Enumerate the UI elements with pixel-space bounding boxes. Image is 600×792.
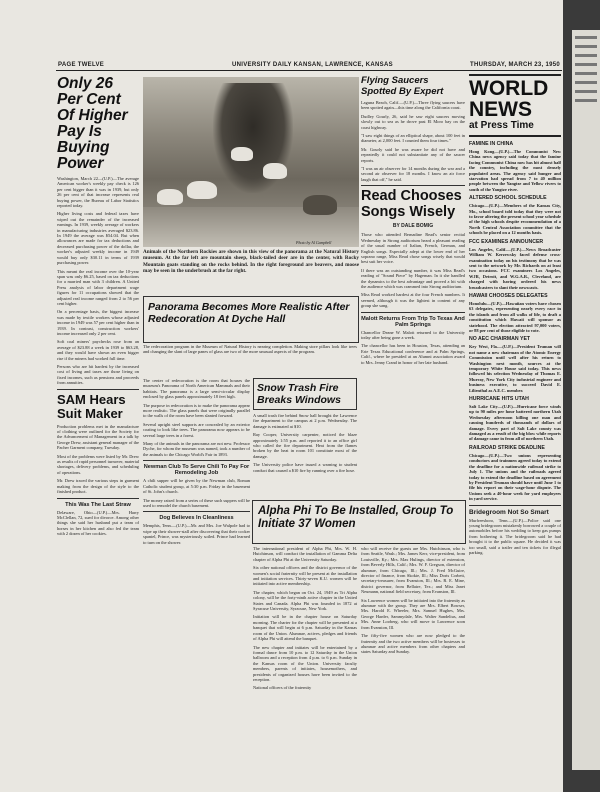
section-title: ALTERED SCHOOL SCHEDULE: [469, 195, 547, 202]
goat-figure: [231, 147, 253, 161]
story-paragraph: Mr. Gourly said he was aware he did not have and repeatedly it could not substantiate any of the saucer reports.: [361, 146, 465, 163]
headline-pay: Only 26 Per Cent Of Higher Pay Is Buying Power: [57, 76, 128, 172]
story-paragraph: The chapter, which began on Oct. 24, 1949 as Tri Alpha colony, will be the forty-ninth active chapter in the United States and Canada. Alpha Phi was founded in 1872 at Syracuse University, Syracuse, New York.: [253, 589, 357, 612]
story-paragraph: Mr. Drew traced the various steps in garment making from the design of the style to the finished product.: [57, 478, 139, 495]
headline-snow-fire: Snow Trash Fire Breaks Windows: [257, 382, 341, 406]
alpha-phi-left: [253, 546, 357, 778]
headline-alpha-phi: Alpha Phi To Be Installed, Group To Initiate 37 Women: [258, 505, 454, 530]
story-paragraph: The redecoration program in the Museum of Natural History is nearing completion. Making store pillars look like trees and changing the slant of large panes of glass are two of the more unusual aspects of the program.: [143, 344, 357, 355]
alpha-phi-right: [361, 546, 465, 778]
headline-dog: Dog Believes In Cleanliness: [159, 515, 234, 522]
masthead-press-time: at Press Time: [469, 120, 534, 131]
story-paragraph: This meant the real income over the 10-year span was only $6.25, based on tax deductions for a married man with 3 children. A United Press analysis of labor department wage figures for 11 occupations showed that the adjusted real income ranged from 2 to 56 per cent higher.: [57, 268, 139, 306]
headline-last-straw: This Was The Last Straw: [65, 501, 131, 508]
divider: [57, 389, 139, 390]
story-paragraph: Miss Read worked hardest at the four French numbers. It seemed, although it was the lightest in content of any group she sang.: [361, 292, 465, 309]
story-paragraph: The new chapter and initiates will be entertained by a formal dance from 10 p.m. to 12 Saturday in the Union ballroom and a reception from 4 p.m. to 6 p.m. Sunday in the Kansas room of the Union. University faculty members, parents of initiates, housemothers, and presidents of organized houses have been invited to the reception.: [253, 644, 357, 682]
divider: [143, 511, 250, 512]
section-title: Bridegroom Not So Smart: [469, 508, 549, 516]
issue-date: THURSDAY, MARCH 23, 1950: [470, 62, 561, 68]
sheep-figure: [187, 181, 217, 199]
story-paragraph: Ray Cooper, University carpenter, noticed the blaze approximately 1:55 p.m. and reported it to an office girl who called the fire department. Heat from the flames broken by the heat in room 101 constitute most of the damage.: [253, 432, 357, 459]
story-paragraph: Those who attended Bernadine Read's senior recital Wednesday in Strong auditorium heard a pleasant reading of the usual number of Italian, French, German, and English songs. Especially adept at the lower end of her soprano range, Miss Read chose songs wisely that would best suit her voice.: [361, 232, 465, 265]
headline-newman: Newman Club To Serve Chili To Pay For Remodeling Job: [143, 464, 250, 477]
column-4: [361, 76, 465, 496]
paper-name: UNIVERSITY DAILY KANSAN, LAWRENCE, KANSAS: [232, 62, 393, 68]
divider: [361, 312, 465, 313]
column-5: [469, 74, 561, 780]
section-title: HURRICANE HITS UTAH: [469, 396, 529, 403]
divider: [143, 460, 250, 461]
story-paragraph: The money raised from a series of these such suppers will be used to remodel the church basement.: [143, 497, 250, 508]
story-paragraph: Soft coal miners' paychecks rose from an average of $23.88 a week in 1939 to $63.28, and they would have shown an even bigger rise if the miners had worked full time.: [57, 339, 139, 361]
story-paragraph: National officers of the fraternity: [253, 685, 312, 691]
adjacent-page: [572, 30, 600, 770]
story-paragraph: Persons who are hit hardest by the increased cost of living and taxes are those living on fixed incomes, such as pensions and proceeds from annuities.: [57, 364, 139, 386]
masthead-world: WORLD: [469, 77, 549, 100]
story-paragraph: Chancellor Deane W. Malott returned to the University today after being gone a week.: [361, 329, 465, 340]
moose-figure: [303, 195, 337, 215]
section-text: Key West, Fla.—(U.P.)—President Truman will not name a new chairman of the Atomic Energy Commission until well after his return to Washington next month, sources at the temporary White House said today. This news followed his selection Wednesday of Thomas E. Murray, New York City industrial engineer and business executive, to succeed David E. Lilienthal as A.E.C. member.: [469, 344, 561, 393]
section-text: Hong Kong—(U.P.)—The Communist New China news agency said today that the famine facing Communist China now has hit almost half the country, including the most densely populated areas. The agency said hunger and starvation had spread from 7 to 40 million people between the Yangtze and Yellow rivers to south of the Yangtze river.: [469, 149, 561, 192]
section-text: Honolulu—(U.P.)—Hawaiian voters have chosen 63 delegates, representing nearly every race in the islands and from all walks of life, to draft a constitution which Hawaii will sponsor as statehood. The election attracted 97,000 voters, or 88 per cent of those eligible to vote.: [469, 300, 561, 333]
story-paragraph: Many of the animals in the panorama are not new. Professor Dyche, for whom the museum was named, took a number of the animals to the Chicago World's Fair in 1893.: [143, 441, 250, 457]
section-text: Murfreesboro, Tenn.—(U.P.)—Police said one young bridegroom mistakenly borrowed a couple of automobiles before his wedding to keep gas pumps from bothering it. The bridegroom said he had brought it to the public square. He decided it was too small, said a trailer and ten tickets for illegal parking.: [469, 517, 561, 555]
story-paragraph: Several upright steel supports are concealed by an exterior coating to look like trees. The panorama now appears to be several large trees in a forest.: [143, 421, 250, 438]
snow-fire-headline-box: [253, 378, 357, 410]
section-title: RAILROAD STRIKE DEADLINE: [469, 444, 545, 451]
photo-caption: Animals of the Northern Rockies are shown in this view of the panorama at the Natural History museum. At the far left are mountain sheep, black-tailed deer are in the center, with Rocky Mountain goats standing on the rocks behind. In the right foreground are beavers, and moose may be seen in the underbrush at the far right.: [143, 249, 359, 274]
story-pay: [57, 176, 139, 386]
headline-malott: Malott Returns From Trip To Texas And Palm Springs: [361, 315, 465, 328]
goat-figure: [263, 163, 287, 179]
column-3: [253, 378, 357, 498]
headline-read: Read Chooses Songs Wisely: [361, 188, 462, 220]
story-paragraph: "I saw eight things of an elliptical shape, about 100 feet in diameter, at 2,000 feet. I counted them four times.": [361, 133, 465, 144]
story-paragraph: "I was an air observer for 14 months during the war and a second air observer for 18 months. I know an air force laugh that off," he said.: [361, 166, 465, 182]
story-paragraph: Six Lawrence women will be initiated into the fraternity as alumnae with the group. They are Mrs. Elbert Bowser, Mrs. Harold E. Wheeler, Mrs. Samuel Hughes, Mrs. George Harder, Sammydale, Mrs. Walter Sandelius, and Mrs. Anne Looberg, who will move to Lawrence soon from Evanston, Ill.: [361, 597, 465, 630]
sheep-figure: [157, 189, 183, 205]
section-title: FCC EXAMINES ANNOUNCER: [469, 238, 544, 245]
alpha-phi-headline-box: [252, 500, 466, 544]
story-paragraph: who will receive the guests are Mrs. Hutchinson, who is from Seattle, Wash.; Mrs. James Kerr, vice-president, from Louisville, Ky.; Mrs. Max Hulings, director of extension, from Beverly Hills, Calif.; Mrs. W. F. Gregson, director of alumnae, from Chicago, Ill.; Mrs. J. Fred McGuire, director of finance, from Skokie, Ill.; Miss Doris Corbett, secretary-treasurer, from Evanston, Ill.; Mrs. R. E. Mine, district governor, from Bellaire, Tex.; and Miss Janet Neumann, national field secretary, from Evanston, Ill.: [361, 546, 465, 595]
headline-saucers: Flying Saucers Spotted By Expert: [361, 76, 444, 97]
section-text: Chicago—(U.P.)—Two unions representing conductors and trainmen agreed today to extend the deadline for a nationwide railroad strike to July 1. The unions and the railroads agreed today to extend the deadline based on agreement by President Truman should have until June 1 to file his report on their wage-hour dispute. The Unions seek a 40-hour week for yard employees in yard service.: [469, 452, 561, 502]
story-paragraph: Production problems met in the manufacture of clothing were outlined for the Society for the Advancement of Management in a talk by George Drew, assistant general manager of the Pacher Garment company, Tuesday.: [57, 423, 139, 451]
headline-panorama: Panorama Becomes More Realistic After Redecoration At Dyche Hall: [148, 301, 350, 325]
story-paragraph: Memphis, Tenn.—(U.P.)—Mr. and Mrs. Joe Walpole had to wipe up their shower-stall after discovering that their cocker spaniel, Prince, was mysteriously soiled. Prince had learned to turn on the shower.: [143, 523, 250, 545]
story-paragraph: A small trash fire behind Snow hall brought the Lawrence fire department to the campus at 2 p.m. Wednesday. The damage is estimated at $10.: [253, 413, 357, 429]
museum-photo: [143, 77, 359, 247]
panorama-lead: [143, 344, 357, 376]
section-title: NO AEC CHAIRMAN YET: [469, 336, 531, 343]
story-paragraph: Six other national officers and the district governor of the women's social fraternity will be present at the installation and initiation services. Thirty-seven K.U. women will be initiated into active membership.: [253, 565, 357, 587]
section-title: HAWAII CHOOSES DELEGATES: [469, 292, 548, 299]
story-paragraph: Laguna Beach, Calif.—(U.P.)—Three flying saucers have been spotted again—this time along the California coast.: [361, 100, 465, 111]
story-paragraph: The international president of Alpha Phi, Mrs. W. H. Hutchinson, will conduct the installation of Gamma Delta chapter of Alpha Phi at the University Saturday.: [253, 546, 357, 562]
photo-credit: Photo by Al Campbell: [296, 240, 332, 245]
story-paragraph: On a percentage basis, the biggest increase was made by textile workers whose adjusted income in 1949 was 57 per cent higher than in 1939. In contrast, construction workers' income increased only 2 per cent.: [57, 309, 139, 336]
story-paragraph: The center of redecoration is the room that houses the museum's Panorama of North American Mammals and their habitats. The panorama is a large semi-circular display enclosed by glass panels approximately 18 feet high.: [143, 378, 250, 400]
story-paragraph: Delaware, Ohio—(U.P.)—Mrs. Harry McClellan, 72, sued for divorce. Among other things she said her husband put a team of horses in her kitchen and also fed the team with 2 dozen of her cookies.: [57, 509, 139, 537]
divider: [361, 185, 465, 186]
byline: BY DALE BOMIG: [392, 223, 434, 230]
column-1: [57, 76, 139, 776]
story-paragraph: Dudley Gourly, 26, said he saw eight saucers moving slowly out to sea as he drove past El Moro bay on the coast highway.: [361, 113, 465, 130]
page-label: PAGE TWELVE: [58, 62, 105, 68]
headline-sam: SAM Hears Suit Maker: [57, 391, 126, 421]
section-text: Salt Lake City—(U.P.)—Hurricane force winds up to 90 miles per hour battered northern Utah Wednesday afternoon killing one man and causing hundreds of thousands of dollars of damage. Every part of Salt Lake county was damaged as a result of the big blow while reports of damage came in from all of northern Utah.: [469, 404, 561, 442]
world-news-masthead: [469, 74, 561, 137]
masthead-news: NEWS: [469, 98, 532, 121]
story-paragraph: The fifty-five women who are now pledged to the fraternity and the two active members will be hostesses to alumnae and active members from other chapters and states Saturday and Sunday.: [361, 633, 465, 655]
story-paragraph: Higher living costs and federal taxes have wiped out the remainder of the increased earnings. In 1939, weekly average of workers in manufacturing industries averaged $23.86. In 1949 the average was $54.04. But when allowances are made for tax deductions and decreased purchasing power of the dollar, the worker's adjusted weekly income in 1949 would buy only $30.11 in terms of 1939 purchasing power.: [57, 211, 139, 266]
story-paragraph: The chancellor has been in Houston, Texas, attending an Erie Texas Educational conference and at Palm Springs, Calif., where he presided at an Alumni association award to Mrs. Jenny Crand in honor of her late husband.: [361, 343, 465, 365]
story-paragraph: The University police have issued a warning to student conduct that caused a $10 fire by running over a fire hose.: [253, 462, 357, 473]
column-2: [143, 378, 250, 778]
section-title: FAMINE IN CHINA: [469, 141, 514, 147]
section-text: Los Angeles, Calif.—(U.P.)—News Broadcaster William W. Kerzewsky faced defense cross-examination today on his testimony that he was sent to the network by Mr. Richards on at least two occasions. FCC examiners Los Angeles, WJR, Detroit, and W.G.A.R., Cleveland, are charged with having ordered his news broadcasters to slant their newscasts.: [469, 246, 561, 290]
header-rule: [56, 70, 562, 71]
story-paragraph: A chili supper will be given by the Newman club, Roman Catholic student group, at 5:30 p.m. Friday in the basement of St. John's church.: [143, 478, 250, 495]
story-paragraph: The purpose in redecoration is to make the panorama appear more realistic. The glass panels that were originally parallel to the walls of the room have been slanted forward.: [143, 402, 250, 419]
divider: [57, 498, 139, 499]
story-paragraph: Washington, March 22—(U.P.)—The average American worker's weekly pay check is 126 per cent bigger than it was in 1939, but only 26 per cent of that increase represents real buying power, the Bureau of Labor Statistics reported today.: [57, 176, 139, 209]
divider: [469, 505, 561, 506]
panorama-headline-box: [143, 296, 359, 343]
story-paragraph: Initiation will be in the chapter house on Saturday morning. The charter for the chapter will be presented at a banquet that will begin at 6 p.m. Saturday in the Kansas room of the Union. Alumnae, actives, pledges and friends of Alpha Phi will attend the banquet.: [253, 614, 357, 642]
story-paragraph: If there was an outstanding number, it was Miss Read's reading of "Sound Piece" by Hageman. In it she handled the dynamics to the best advantage and proved a hit with the audience which was crammed into Strong auditorium.: [361, 267, 465, 289]
section-text: Chicago—(U.P.)—Members of the Kansas City, Mo., school board told today that they were not to favor altering the present school year schedule of the high schools despite recommendation of a North Central Association committee that the schools be placed on a 12 months basis.: [469, 203, 561, 236]
story-paragraph: Most of the problems were listed by Mr. Drew as results of rapid personnel turnover, material shortages, delivery problems, and scheduling of operations.: [57, 453, 139, 475]
